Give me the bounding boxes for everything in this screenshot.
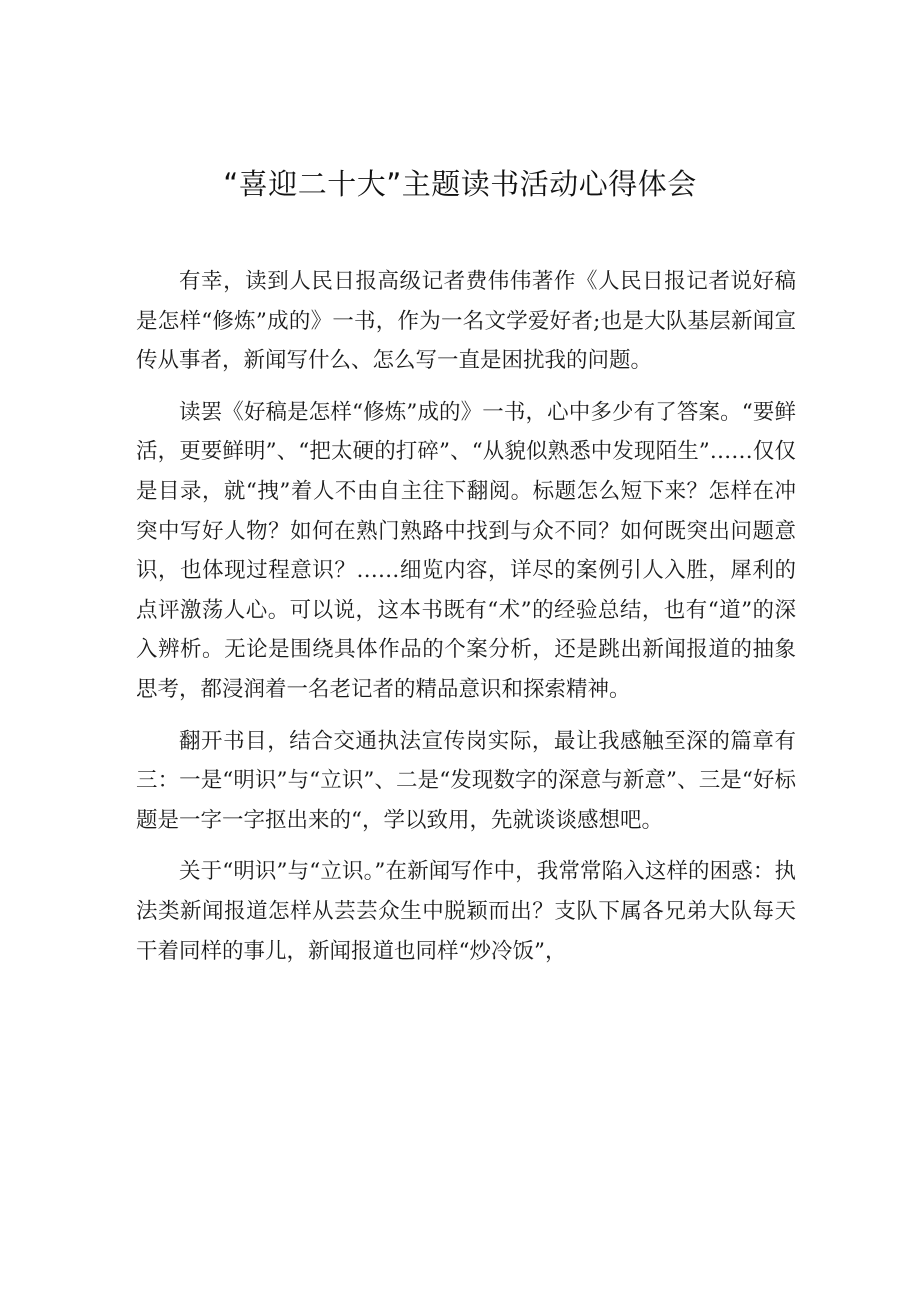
paragraph-2: 读罢《好稿是怎样“修炼”成的》一书，心中多少有了答案。“要鲜活，更要鲜明”、“把太硬的打碎”、“从貌似熟悉中发现陌生”……仅仅是目录，就“拽”着人不由自主往下翻阅。标题怎么短下来？怎样在冲突中写好人物？如何在熟门熟路中找到与众不同？如何既突出问题意识，也体现过程意识？……细览内容，详尽的案例引人入胜，犀利的点评激荡人心。可以说，这本书既有“术”的经验总结，也有“道”的深入辨析。无论是围绕具体作品的个案分析，还是跳出新闻报道的抽象思考，都浸润着一名老记者的精品意识和探索精神。 <box>136 399 796 702</box>
paragraph-4: 关于“明识”与“立识。”在新闻写作中，我常常陷入这样的困惑：执法类新闻报道怎样从芸芸众生中脱颖而出？支队下属各兄弟大队每天干着同样的事儿，新闻报道也同样“炒冷饭”， <box>136 859 796 964</box>
document-body <box>136 262 796 971</box>
paragraph-1: 有幸，读到人民日报高级记者费伟伟著作《人民日报记者说好稿是怎样“修炼”成的》一书，作为一名文学爱好者;也是大队基层新闻宣传从事者，新闻写什么、怎么写一直是困扰我的问题。 <box>136 269 796 374</box>
paragraph-3: 翻开书目，结合交通执法宣传岗实际，最让我感触至深的篇章有三：一是“明识”与“立识”、二是“发现数字的深意与新意”、三是“好标题是一字一字抠出来的“，学以致用，先就谈谈感想吧。 <box>136 728 796 833</box>
document-title: “喜迎二十大”主题读书活动心得体会 <box>223 167 697 201</box>
